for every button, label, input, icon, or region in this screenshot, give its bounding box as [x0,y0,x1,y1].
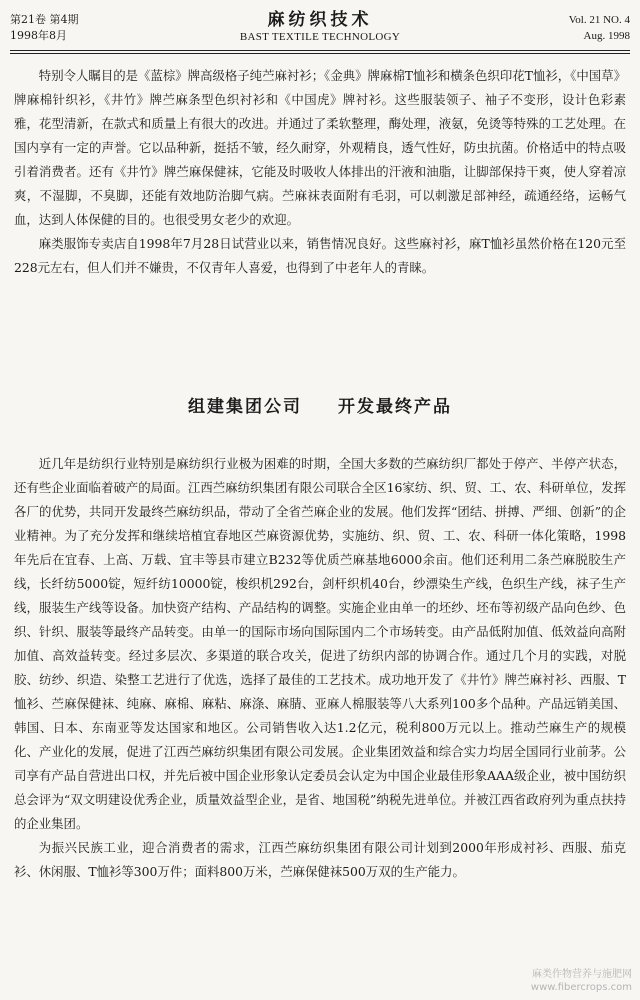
header-rule-bottom [10,53,630,54]
article-section-1 [14,64,626,280]
page-header [10,6,630,54]
journal-title: 麻纺织技术 [267,10,373,30]
volume-label-en: Vol. 21 NO. 4 [568,14,630,26]
paragraph: 麻类服饰专卖店自1998年7月28日试营业以来，销售情况良好。这些麻衬衫，麻T恤衫虽然价格在120元至228元左右，但人们并不嫌贵，不仅青年人喜爱，也得到了中老年人的青睐。 [14,236,626,275]
issue-date-en: Aug. 1998 [583,30,630,42]
header-rule-top [10,50,630,51]
paragraph: 特别令人瞩目的是《蓝棕》牌高级格子纯苎麻衬衫；《金典》牌麻棉T恤衫和横条色织印花T恤衫，《中国草》牌麻棉针织衫，《井竹》牌苎麻条型色织衬衫和《中国虎》牌衬衫。这些服装领子、袖子不变形，设计色彩素雅，花型清新，在款式和质量上有很大的改进。并通过了柔软整理，酶处理，液氨，免烫等特殊的工艺处理。在国内享有一定的声誉。它以品种新，挺括不皱，经久耐穿，外观精良，透气性好，防虫抗菌。价格适中的特点吸引着消费者。还有《井竹》牌苎麻保健袜，它能及时吸收人体排出的汗液和油脂，让脚部保持干爽，使人穿着凉爽，不湿脚，不臭脚，还能有效地防治脚气病。苎麻袜表面附有毛羽，可以刺激足部神经，疏通经络，运畅气血，达到人体保健的目的。也很受男女老少的欢迎。 [14,68,626,227]
site-watermark [531,968,632,994]
watermark-line-1: 麻类作物营养与施肥网 [532,969,632,980]
paragraph: 为振兴民族工业，迎合消费者的需求，江西苎麻纺织集团有限公司计划到2000年形成衬衫、西服、茄克衫、休闲服、T恤衫等300万件；面料800万米，苎麻保健袜500万双的生产能力。 [14,840,626,879]
header-right [569,12,630,44]
heading-part-2: 开发最终产品 [337,397,452,417]
issue-date: 1998年8月 [10,29,67,42]
journal-title-en: BAST TEXTILE TECHNOLOGY [239,31,401,43]
volume-label: 第21卷 第4期 [10,13,79,26]
article-section-2 [14,452,626,884]
header-center [10,10,630,44]
watermark-line-2: www.fibercrops.com [530,982,632,993]
section-heading [0,392,640,417]
heading-part-1: 组建集团公司 [188,397,303,417]
paragraph: 近几年是纺织行业特别是麻纺织行业极为困难的时期，全国大多数的苎麻纺织厂都处于停产、半停产状态，还有些企业面临着破产的局面。江西苎麻纺织集团有限公司联合全区16家纺、织、贸、工、农、科研单位，发挥各厂的优势，共同开发最终苎麻纺织品，带动了全省苎麻企业的发展。他们发挥“团结、拼搏、严细、创新”的企业精神。为了充分发挥和继续培植宜春地区苎麻资源优势，实施纺、织、贸、工、农、科研一体化策略，1998年先后在宜春、上高、万载、宜丰等县市建立B232等优质苎麻基地6000余亩。他们还利用二条苎麻脱胶生产线，长纤纺5000锭，短纤纺10000锭，梭织机292台，剑杆织机40台，纱漂染生产线，色织生产线，袜子生产线，服装生产线等设备。加快资产结构、产品结构的调整。实施企业由单一的坯纱、坯布等初级产品向色纱、色织、针织、服装等最终产品转变。由单一的国际市场向国际国内二个市场转变。由产品低附加值、低效益向高附加值、高效益转变。经过多层次、多渠道的联合攻关，促进了纺织内部的协调合作。通过几个月的实践，对脱胶、纺纱、织造、染整工艺进行了优选，选择了最佳的工艺技术。成功地开发了《井竹》牌苎麻衬衫、西服、T恤衫、苎麻保健袜、纯麻、麻棉、麻粘、麻涤、麻腈、亚麻人棉服装等八大系列100多个品种。产品远销美国、韩国、日本、东南亚等发达国家和地区。公司销售收入达1.2亿元，税利800万元以上。推动苎麻生产的规模化、产业化的发展，促进了江西苎麻纺织集团有限公司发展。企业集团效益和综合实力均居全国同行业前茅。公司享有产品自营进出口权，并先后被中国企业形象认定委员会认定为中国企业最佳形象AAA级企业，被中国纺织总会评为“双文明建设优秀企业，质量效益型企业，是省、地国税”纳税先进单位。并被江西省政府列为重点扶持的企业集团。 [14,456,626,831]
